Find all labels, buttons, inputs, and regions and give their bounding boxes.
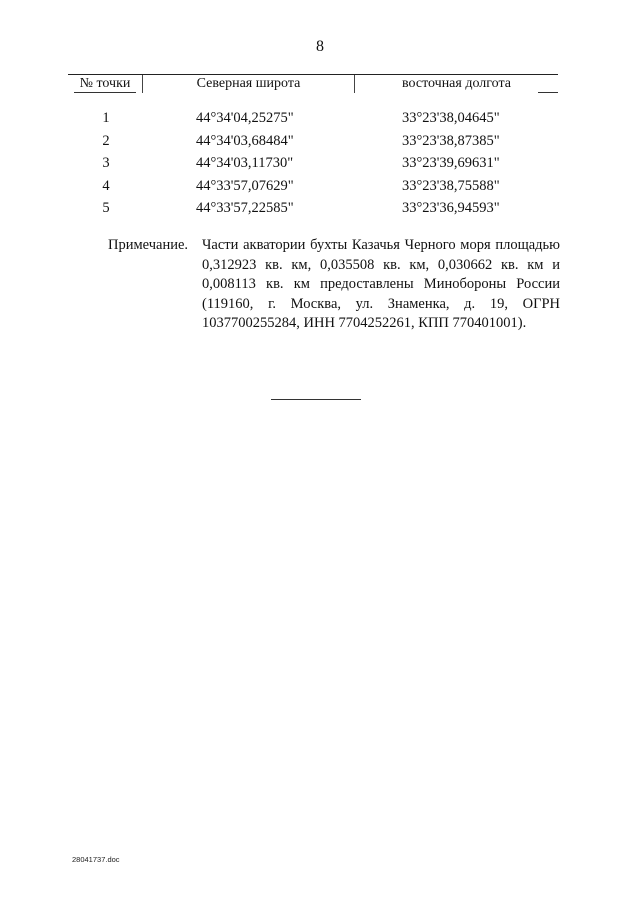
latitude-value: 44°34'03,11730" — [196, 155, 294, 171]
longitude-value: 33°23'38,04645" — [402, 110, 500, 126]
point-number: 4 — [102, 177, 110, 194]
latitude-value: 44°34'03,68484" — [196, 132, 294, 149]
footer-filename: 28041737.doc — [72, 855, 120, 864]
table-row — [68, 178, 558, 201]
point-number: 3 — [102, 155, 110, 171]
coordinates-table — [68, 74, 558, 216]
longitude-value: 33°23'38,87385" — [402, 132, 500, 149]
point-number: 2 — [102, 132, 110, 149]
header-point-number: № точки — [79, 76, 131, 91]
latitude-value: 44°33'57,22585" — [196, 200, 294, 216]
end-divider — [271, 399, 361, 400]
table-row — [68, 155, 558, 178]
header-underline — [74, 92, 136, 93]
table-row — [68, 133, 558, 156]
header-underline — [538, 92, 558, 93]
note-label: Примечание. — [108, 237, 189, 253]
latitude-value: 44°33'57,07629" — [196, 177, 294, 194]
latitude-value: 44°34'04,25275" — [196, 110, 294, 126]
table-header — [68, 74, 558, 93]
page-number: 8 — [316, 38, 324, 55]
longitude-value: 33°23'39,69631" — [402, 155, 500, 171]
table-row — [68, 200, 558, 223]
header-latitude: Северная широта — [196, 76, 301, 91]
point-number: 1 — [102, 110, 110, 126]
table-body — [68, 110, 558, 223]
note-text: Части акватории бухты Казачья Черного моря площадью 0,312923 кв. км, 0,035508 кв. км, 0,030662 кв. км и 0,008113 кв. км предоставлены Минобороны России (119160, г. Москва, ул. Знаменка, д. 19, ОГРН 1037700255284, ИНН 7704252261, КПП 770401001). — [202, 237, 560, 331]
longitude-value: 33°23'38,75588" — [402, 177, 500, 194]
longitude-value: 33°23'36,94593" — [402, 200, 500, 216]
table-row — [68, 110, 558, 133]
header-longitude: восточная долгота — [402, 76, 511, 91]
point-number: 5 — [102, 200, 110, 216]
